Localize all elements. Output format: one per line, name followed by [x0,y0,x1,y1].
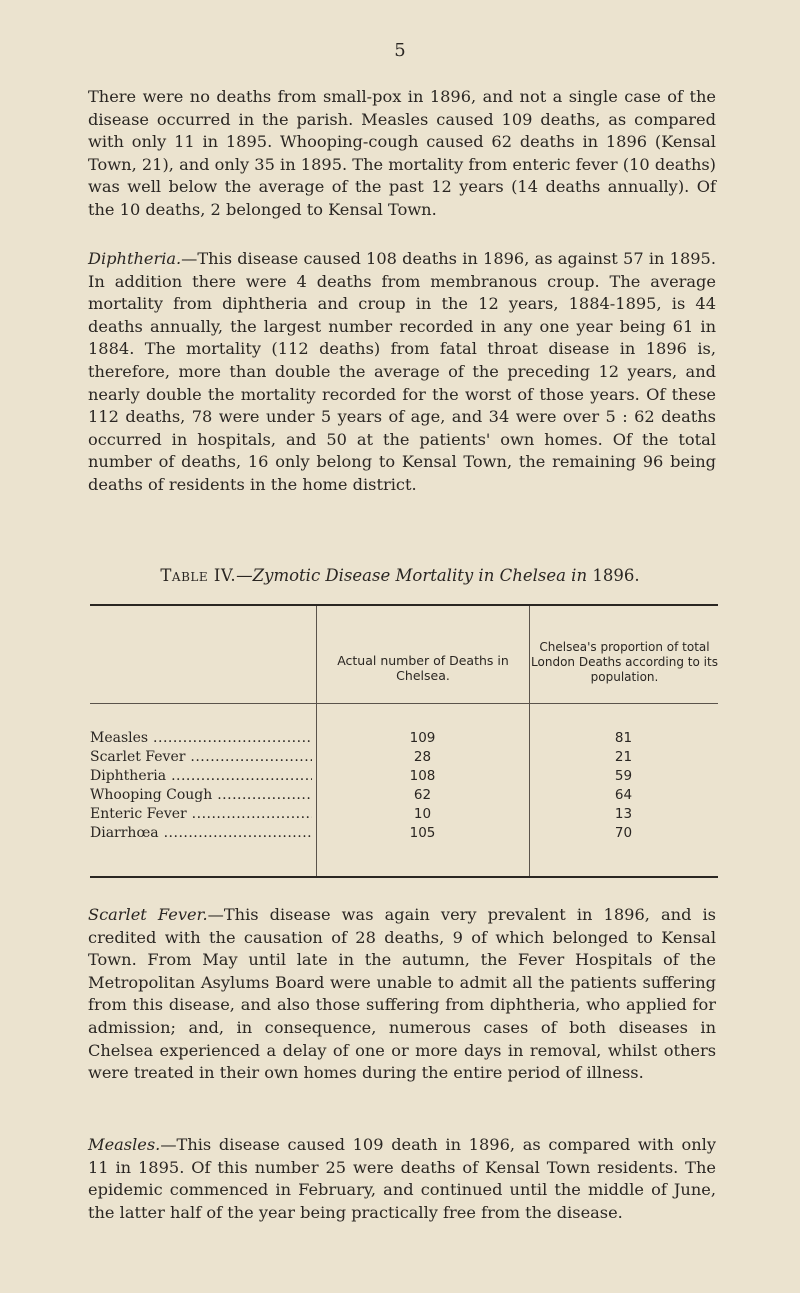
table-body [90,729,718,843]
table-row [90,805,718,824]
disease-name: Diphtheria ..... [90,767,312,786]
table-caption-year: 1896. [592,566,640,585]
paragraph-lead-diphtheria: Diphtheria. [88,249,182,268]
actual-deaths-value: 109 [409,730,436,746]
proportion-value: 13 [614,806,633,822]
disease-name: Scarlet Fever ..... [90,748,312,767]
disease-name: Diarrhœa ..... [90,824,312,843]
actual-deaths-value: 62 [413,787,432,803]
proportion-value: 64 [614,787,633,803]
paragraph-scarlet-fever [88,904,716,1085]
paragraph-lead-measles: Measles. [88,1135,161,1154]
proportion-value: 70 [614,825,633,841]
table-row [90,748,718,767]
column-header-london-proportion: Chelsea's proportion of total London Deaths according to its population. [531,640,718,684]
table-top-rule [90,604,718,606]
actual-deaths-value: 105 [409,825,436,841]
paragraph-measles [88,1134,716,1224]
table-row [90,824,718,843]
proportion-value: 81 [614,730,633,746]
disease-name: Enteric Fever ..... [90,805,312,824]
column-header-actual-deaths: Actual number of Deaths in Chelsea. [337,653,509,683]
table-caption-label: Table IV. [160,566,237,585]
actual-deaths-value: 10 [413,806,432,822]
table-row [90,767,718,786]
proportion-value: 59 [614,768,633,784]
actual-deaths-value: 108 [409,768,436,784]
disease-name: Whooping Cough ..... [90,786,312,805]
paragraph-body-measles: —This disease caused 109 death in 1896, as compared with only 11 in 1895. Of this number 25 were deaths of Kensal Town residents. The epidemic commenced in February, and continued until the middle of June, the latter half of the year being practically free from the disease. [88,1135,716,1222]
page-number: 5 [394,40,406,61]
disease-name: Measles ..... [90,729,312,748]
table-caption-title: —Zymotic Disease Mortality in Chelsea in [236,566,588,585]
proportion-value: 21 [614,749,633,765]
table-row [90,729,718,748]
paragraph-body-scarlet-fever: —This disease was again very prevalent in 1896, and is credited with the causation of 28 deaths, 9 of which belonged to Kensal Town. From May until late in the autumn, the Fever Hospitals of the Metropolitan Asylums Board were unable to admit all the patients suffering from this disease, and also those suffering from diphtheria, who applied for admission; and, in consequence, numerous cases of both diseases in Chelsea experienced a delay of one or more days in removal, whilst others were treated in their own homes during the entire period of illness. [88,905,716,1083]
paragraph-body-diphtheria: —This disease caused 108 deaths in 1896, as against 57 in 1895. In addition there were 4 deaths from membranous croup. The average mortality from diphtheria and croup in the 12 years, 1884-1895, is 44 deaths annually, the largest number recorded in any one year being 61 in 1884. The mortality (112 deaths) from fatal throat disease in 1896 is, therefore, more than double the average of the preceding 12 years, and nearly double the mortality recorded for the worst of those years. Of these 112 deaths, 78 were under 5 years of age, and 34 were over 5 : 62 deaths occurred in hospitals, and 50 at the patients' own homes. Of the total number of deaths, 16 only belong to Kensal Town, the remaining 96 being deaths of residents in the home district. [88,249,716,494]
table-bottom-rule [90,876,718,878]
table-row [90,786,718,805]
paragraph-smallpox-measles: There were no deaths from small-pox in 1896, and not a single case of the disease occurred in the parish. Measles caused 109 deaths, as compared with only 11 in 1895. Whooping-cough caused 62 deaths in 1896 (Kensal Town, 21), and only 35 in 1895. The mortality from enteric fever (10 deaths) was well below the average of the past 12 years (14 deaths annually). Of the 10 deaths, 2 belonged to Kensal Town. [88,87,716,219]
table-caption [0,566,800,585]
paragraph-diphtheria [88,248,716,497]
actual-deaths-value: 28 [413,749,432,765]
table-header-rule [90,703,718,704]
paragraph-lead-scarlet-fever: Scarlet Fever. [88,905,208,924]
